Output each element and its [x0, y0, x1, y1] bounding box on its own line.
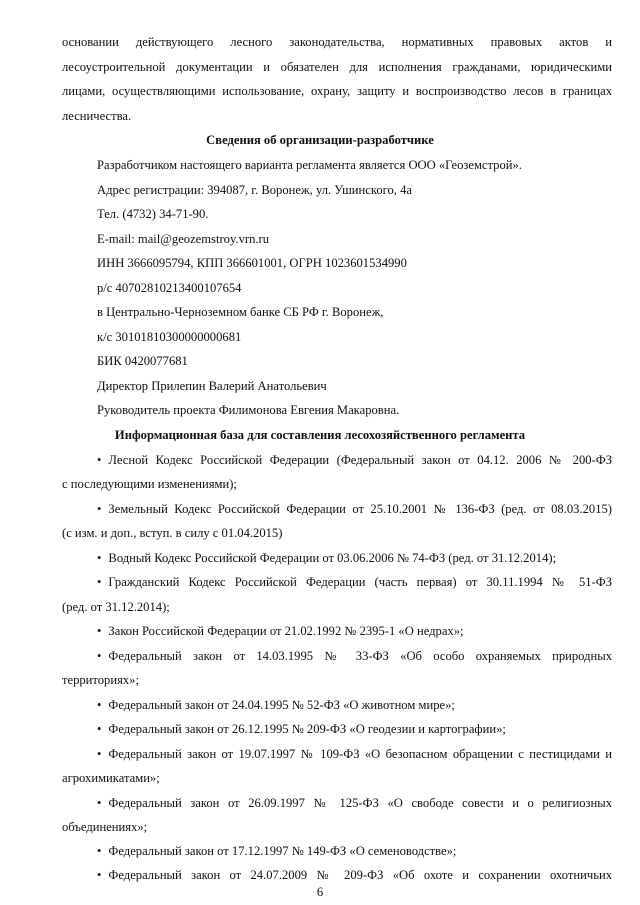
developer-line: БИК 0420077681 — [97, 354, 188, 368]
list-item: • Федеральный закон от 24.04.1995 № 52-ФЗ «О животном мире»; — [97, 698, 455, 713]
infobase-heading: Информационная база для составления лесохозяйственного регламента — [114, 428, 526, 442]
intro-line: основании действующего лесного законодательства, нормативных правовых актов и — [62, 35, 612, 49]
list-item: • Лесной Кодекс Российской Федерации (Федеральный закон от 04.12. 2006 № 200-ФЗ — [97, 453, 612, 468]
list-item: • Федеральный закон от 17.12.1997 № 149-ФЗ «О семеноводстве»; — [97, 844, 456, 859]
intro-line: лесоустроительной документации и обязателен для исполнения гражданами, юридическими — [62, 60, 612, 74]
list-item: • Водный Кодекс Российской Федерации от 03.06.2006 № 74-ФЗ (ред. от 31.12.2014); — [97, 551, 556, 566]
developer-line: р/с 40702810213400107654 — [97, 281, 242, 295]
intro-line: лицами, осуществляющими использование, охрану, защиту и воспроизводство лесов в границах — [62, 84, 612, 98]
list-item: • Федеральный закон от 14.03.1995 № 33-ФЗ «Об особо охраняемых природных — [97, 649, 612, 664]
developer-line: к/с 30101810300000000681 — [97, 330, 242, 344]
list-item-continuation: (ред. от 31.12.2014); — [62, 600, 170, 614]
developer-line: ИНН 3666095794, КПП 366601001, ОГРН 1023601534990 — [97, 256, 407, 270]
developer-line: Руководитель проекта Филимонова Евгения Макаровна. — [97, 403, 400, 417]
list-item: • Гражданский Кодекс Российской Федерации (часть первая) от 30.11.1994 № 51-ФЗ — [97, 575, 612, 590]
list-item-continuation: объединениях»; — [62, 820, 148, 834]
list-item: • Федеральный закон от 26.12.1995 № 209-ФЗ «О геодезии и картографии»; — [97, 722, 506, 737]
list-item-continuation: территориях»; — [62, 673, 139, 687]
developer-line: Тел. (4732) 34-71-90. — [97, 207, 209, 221]
list-item-continuation: (с изм. и доп., вступ. в силу с 01.04.2015) — [62, 526, 283, 540]
developer-line: в Центрально-Черноземном банке СБ РФ г. Воронеж, — [97, 305, 384, 319]
list-item: • Закон Российской Федерации от 21.02.1992 № 2395-1 «О недрах»; — [97, 624, 464, 639]
developer-line: Разработчиком настоящего варианта регламента является ООО «Геоземстрой». — [97, 158, 522, 172]
developer-line: Директор Прилепин Валерий Анатольевич — [97, 379, 327, 393]
intro-line: лесничества. — [62, 109, 132, 123]
developer-line: Адрес регистрации: 394087, г. Воронеж, ул. Ушинского, 4а — [97, 183, 412, 197]
list-item: • Федеральный закон от 26.09.1997 № 125-ФЗ «О свободе совести и о религиозных — [97, 796, 612, 811]
list-item-continuation: агрохимикатами»; — [62, 771, 160, 785]
list-item: • Федеральный закон от 24.07.2009 № 209-ФЗ «Об охоте и сохранении охотничьих — [97, 868, 612, 883]
page-number: 6 — [316, 885, 324, 899]
list-item: • Земельный Кодекс Российской Федерации от 25.10.2001 № 136-ФЗ (ред. от 08.03.2015) — [97, 502, 612, 517]
developer-email: E-mail: mail@geozemstroy.vrn.ru — [97, 232, 270, 246]
developer-heading: Сведения об организации-разработчике — [206, 133, 434, 147]
list-item-continuation: с последующими изменениями); — [62, 477, 237, 491]
list-item: • Федеральный закон от 19.07.1997 № 109-ФЗ «О безопасном обращении с пестицидами и — [97, 747, 612, 762]
